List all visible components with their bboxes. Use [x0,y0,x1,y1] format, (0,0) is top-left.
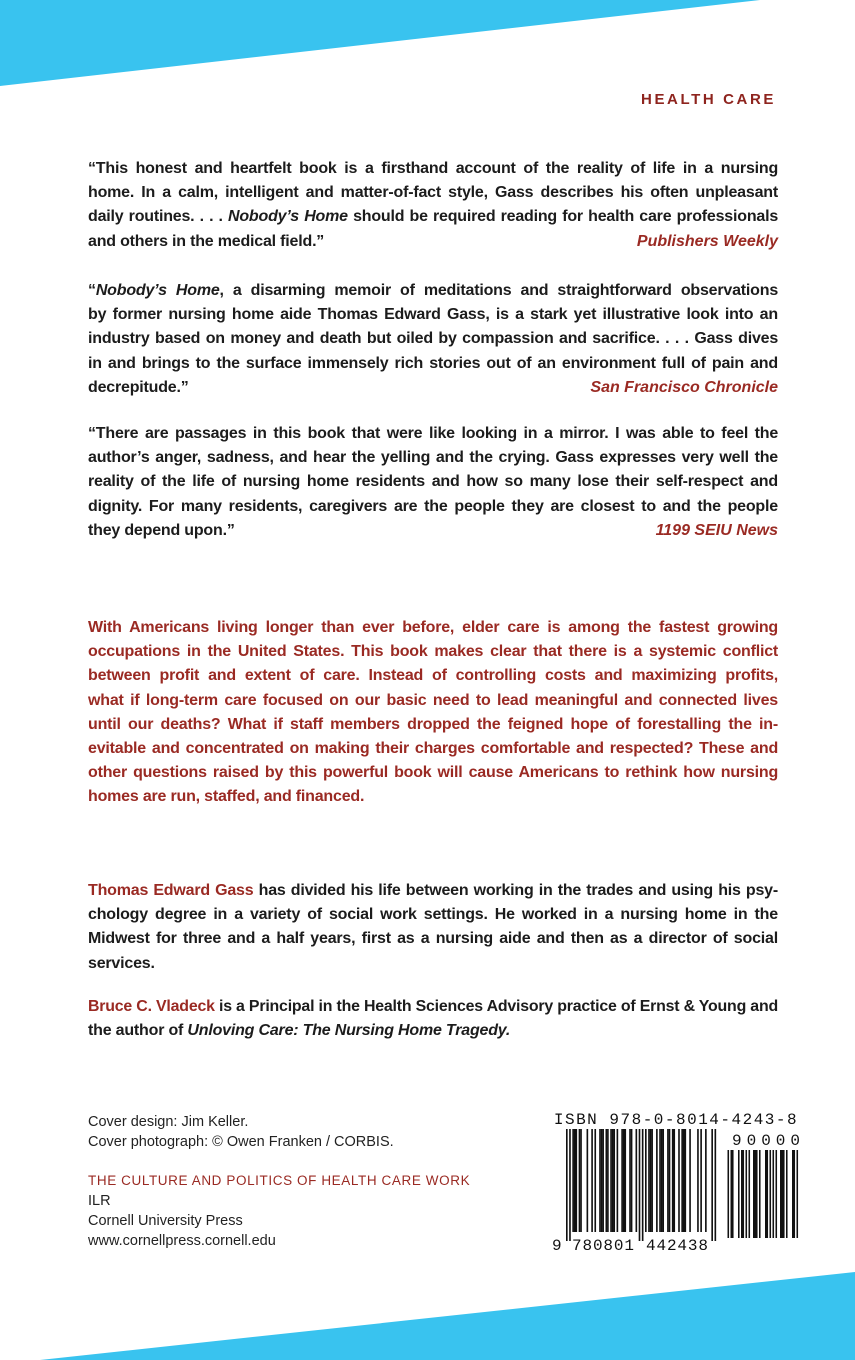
line-text: Bruce C. Vladeck is a Principal in the Health Sciences Advisory practice of Ernst & Young and [88,998,778,1015]
text-line [88,927,778,951]
ean13-barcode [552,1129,717,1253]
text-line [88,737,778,761]
cover-design-credit: Cover design: Jim Keller. [88,1114,249,1130]
text-line [88,640,778,664]
text-line [88,952,778,976]
barcode-bar [587,1129,589,1232]
text-line [88,713,778,737]
line-text: and others in the medical field.” [88,232,325,250]
text-line [88,157,778,181]
line-text: reality of the life of nursing home residents and how so many lose their self-respect and [88,473,778,491]
line-text: what if long-term care focused on our basic need to lead meaningful and connected lives [88,691,778,709]
barcode-bar [673,1129,675,1232]
barcode-bar [743,1150,745,1238]
barcode-bar [715,1129,717,1241]
barcode-bar [683,1129,685,1232]
bottom-cyan-band [0,1272,855,1360]
ean5-supplement-barcode [726,1150,802,1238]
line-text: in and brings to the surface immensely rich stories out of an environment full of pain and [88,354,778,372]
line-text: home. In a calm, intelligent and matter-of-fact style, Gass describes his often unpleasant [88,184,778,202]
isbn-number: ISBN 978-0-8014-4243-8 [553,1111,799,1129]
review-quote-san-francisco-chronicle [88,279,778,400]
barcode-bar [783,1150,785,1238]
line-text: services. [88,954,155,972]
barcode-bar [662,1129,664,1232]
barcode-bar [685,1129,687,1232]
text-line [88,1019,778,1043]
barcode-bar [705,1129,707,1232]
text-line [88,446,778,470]
text-line [88,689,778,713]
barcode-bar [732,1150,734,1238]
barcode-bar [667,1129,669,1232]
publisher-blurb [88,616,778,810]
line-text: between profit and extent of care. Instead of controlling costs and maximizing profits, [88,667,779,685]
line-text: industry based on money and death but oiled by compassion and sacrifice. . . . Gass dives [88,330,779,348]
line-text: Thomas Edward Gass has divided his life between working in the trades and using his psy- [88,882,778,899]
barcode-bar [678,1129,680,1232]
barcode-bar [786,1150,788,1238]
text-line [88,181,778,205]
barcode-bar [780,1150,782,1238]
barcode-digit-9: 9 [552,1237,562,1253]
line-text: homes are run, staffed, and financed. [88,788,365,806]
text-line [88,995,778,1019]
barcode-bar [607,1129,609,1232]
line-text: “There are passages in this book that were like looking in a mirror. I was able to feel the [88,425,779,442]
barcode-bar [610,1129,612,1232]
line-text: dignity. For many residents, caregivers are the people they are closest to and the people [88,497,778,515]
barcode-bar [767,1150,769,1238]
barcode-bar [623,1129,625,1232]
text-line [88,616,778,640]
text-line [88,327,778,351]
quote-attribution: San Francisco Chronicle [590,378,778,396]
barcode-bar [782,1150,784,1238]
barcode-bar [776,1150,778,1238]
barcode-bar [591,1129,593,1232]
text-line [88,279,778,303]
barcode-bar [624,1129,626,1232]
barcode-bar [601,1129,603,1232]
imprint-name: ILR [88,1193,111,1209]
cover-photograph-credit: Cover photograph: © Owen Franken / CORBIS. [88,1134,394,1150]
line-text: by former nursing home aide Thomas Edward Gass, is a stark yet illustrative look into an [88,306,778,324]
barcode-bar [792,1150,794,1238]
category-label: HEALTH CARE [641,91,776,108]
credits-block [88,1112,470,1251]
barcode-bar [756,1150,758,1238]
quote-attribution: 1199 SEIU News [655,521,778,539]
barcode-bar [569,1129,571,1241]
barcode-bar [749,1150,751,1238]
barcode-bar [746,1150,748,1238]
line-text: occupations in the United States. This book makes clear that there is a systemic conflict [88,643,779,661]
barcode-bar [606,1129,608,1232]
line-text: “Nobody’s Home, a disarming memoir of meditations and straightforward observations [88,282,779,299]
barcode-digits-right: 442438 [646,1237,708,1253]
publisher-name: Cornell University Press [88,1213,243,1229]
text-line [88,495,778,519]
barcode-bar [681,1129,683,1232]
barcode-bar [794,1150,796,1238]
barcode-bar [797,1150,799,1238]
barcode-bar [631,1129,633,1232]
barcode-bar [755,1150,757,1238]
line-text: decrepitude.” [88,378,189,396]
line-text: evitable and concentrated on making their charges comfortable and respected? These and [88,739,779,757]
barcode-bar [651,1129,653,1232]
barcode-bar [697,1129,699,1232]
barcode-bar [579,1129,581,1232]
author-bio-bruce-c-vladeck [88,995,778,1043]
barcode-bar [656,1129,658,1232]
text-line [88,230,778,254]
author-bio-thomas-edward-gass [88,879,778,976]
text-line [88,664,778,688]
barcode-bar [738,1150,740,1238]
line-text: daily routines. . . . Nobody’s Home should be required reading for health care professionals [88,208,779,226]
text-line [88,761,778,785]
text-line [88,785,778,809]
barcode-bar [773,1150,775,1238]
barcode-bar [672,1129,674,1232]
text-line [88,422,778,446]
line-text: the author of Unloving Care: The Nursing Home Tragedy. [88,1022,511,1040]
barcode-bar [617,1129,619,1232]
barcode-bar [648,1129,650,1232]
barcode-bar [728,1150,730,1238]
text-line [88,303,778,327]
barcode-bar [650,1129,652,1232]
barcode-bar [594,1129,596,1232]
barcode-bar [580,1129,582,1232]
barcode-bar [613,1129,615,1232]
text-line [88,205,778,229]
quote-attribution: Publishers Weekly [636,232,778,250]
line-text: “This honest and heartfelt book is a firsthand account of the reality of life in a nursing [88,160,779,177]
publisher-website: www.cornellpress.cornell.edu [88,1233,276,1249]
barcode-bar [711,1129,713,1241]
barcode-supplement-number: 90000 [731,1132,805,1150]
barcode-bar [645,1129,647,1232]
line-text: they depend upon.” [88,521,235,539]
barcode-bar [661,1129,663,1232]
barcode-bar [621,1129,623,1232]
text-line [88,470,778,494]
barcode-bar [753,1150,755,1238]
barcode-bar [602,1129,604,1232]
barcode-bar [700,1129,702,1232]
line-text: until our deaths? What if staff members dropped the feigned hope of forestalling the in- [88,715,779,733]
barcode-bar [566,1129,568,1241]
line-text: With Americans living longer than ever before, elder care is among the fastest growing [88,619,779,636]
barcode-bar [639,1129,641,1241]
barcode-bar [689,1129,691,1232]
barcode-bar [642,1129,644,1241]
barcode-bar [629,1129,631,1232]
line-text: chology degree in a variety of social work settings. He worked in a nursing home in the [88,906,778,924]
text-line [88,352,778,376]
line-text: Midwest for three and a half years, first as a nursing aide and then as a director of social [88,930,778,948]
text-line [88,903,778,927]
review-quote-1199-seiu-news [88,422,778,543]
barcode-bar [636,1129,638,1232]
barcode-bar [770,1150,772,1238]
barcode-bar [669,1129,671,1232]
barcode-digits-left: 780801 [572,1237,634,1253]
barcode-bar [575,1129,577,1232]
barcode-bar [759,1150,761,1238]
barcode-bar [599,1129,601,1232]
line-text: author’s anger, sadness, and hear the yelling and the crying. Gass expresses very well the [88,449,778,467]
barcode-bar [765,1150,767,1238]
barcode-bar [741,1150,743,1238]
text-line [88,879,778,903]
barcode-bar [731,1150,733,1238]
text-line [88,376,778,400]
barcode-bar [659,1129,661,1232]
barcode-bar [612,1129,614,1232]
barcode-bar [574,1129,576,1232]
text-line [88,519,778,543]
line-text: other questions raised by this powerful book will cause Americans to rethink how nursing [88,764,779,782]
barcode-bar [572,1129,574,1232]
series-title: THE CULTURE AND POLITICS OF HEALTH CARE WORK [88,1173,471,1188]
review-quote-publishers-weekly [88,157,778,254]
top-cyan-band [0,0,855,86]
